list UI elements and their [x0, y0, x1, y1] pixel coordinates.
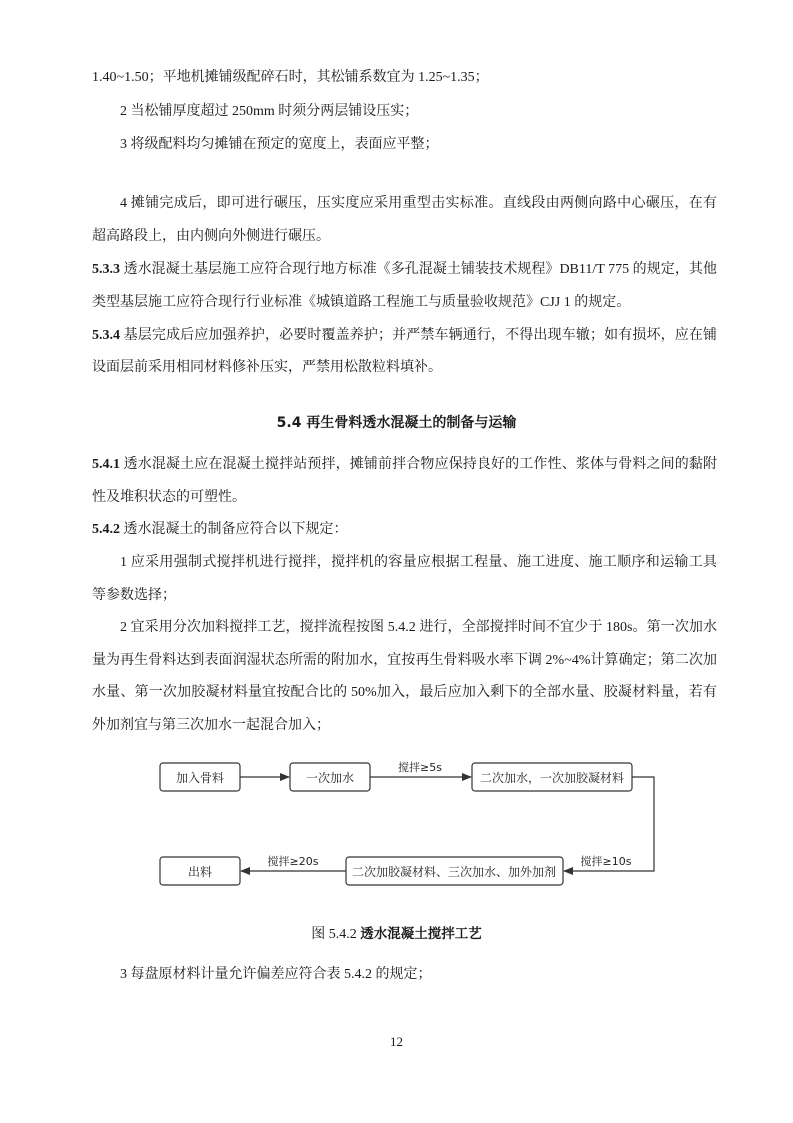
figure-title: 透水混凝土搅拌工艺 — [360, 926, 482, 942]
edge-label-mix-5s: 搅拌≥5s — [398, 761, 442, 774]
flow-box-label: 出料 — [187, 865, 213, 879]
clause-text: 透水混凝土应在混凝土搅拌站预拌，摊铺前拌合物应保持良好的工作性、浆体与骨料之间的黏附 — [123, 457, 718, 472]
list-item-4-line2: 超高路段上，由内侧向外侧进行碾压。 — [92, 229, 330, 244]
flow-box-label: 二次加水，一次加胶凝材料 — [479, 771, 625, 785]
clause-5-4-1-line2: 性及堆积状态的可塑性。 — [92, 490, 246, 505]
item-2-line2: 量为再生骨料达到表面润湿状态所需的附加水，宜按再生骨料吸水率下调 2%~4%计算确定；第二次加 — [92, 653, 717, 668]
clause-5-3-3-line2: 类型基层施工应符合现行行业标准《城镇道路工程施工与质量验收规范》CJJ 1 的规定。 — [92, 295, 631, 310]
flow-box-first-water — [290, 763, 370, 791]
edge-label-mix-10s: 搅拌≥10s — [580, 855, 632, 868]
item-1-line1: 1 应采用强制式搅拌机进行搅拌，搅拌机的容量应根据工程量、施工进度、施工顺序和运输工具 — [120, 555, 717, 570]
clause-number: 5.3.3 — [92, 262, 120, 277]
item-3: 3 每盘原材料计量允许偏差应符合表 5.4.2 的规定； — [120, 967, 432, 982]
list-item-4-line1: 4 摊铺完成后，即可进行碾压，压实度应采用重型击实标准。直线段由两侧向路中心碾压，在有 — [120, 196, 717, 211]
flow-box-second-binder-third-water-admixture — [346, 857, 563, 885]
item-1-line2: 等参数选择； — [92, 588, 176, 603]
clause-text: 透水混凝土基层施工应符合现行地方标准《多孔混凝土铺装技术规程》DB11/T 775 的规定，其他 — [123, 262, 717, 277]
figure-caption — [0, 922, 793, 943]
clause-number: 5.3.4 — [92, 328, 120, 343]
clause-number: 5.4.2 — [92, 522, 120, 537]
flow-box-label: 二次加胶凝材料、三次加水、加外加剂 — [351, 865, 557, 879]
list-item-2: 2 当松铺厚度超过 250mm 时须分两层铺设压实； — [120, 104, 419, 119]
clause-text: 基层完成后应加强养护，必要时覆盖养护；并严禁车辆通行，不得出现车辙；如有损坏，应在铺 — [123, 328, 718, 343]
flow-box-add-aggregate — [160, 763, 240, 791]
item-2-line4: 外加剂宜与第三次加水一起混合加入； — [92, 718, 330, 733]
clause-5-3-4-line2: 设面层前采用相同材料修补压实，严禁用松散粒料填补。 — [92, 360, 442, 375]
paragraph-continuation: 1.40~1.50；平地机摊铺级配碎石时，其松铺系数宜为 1.25~1.35； — [92, 70, 489, 85]
flow-box-discharge — [160, 857, 240, 885]
edge-label-mix-20s: 搅拌≥20s — [267, 855, 319, 868]
flow-box-label: 一次加水 — [305, 771, 355, 785]
clause-number: 5.4.1 — [92, 457, 120, 472]
flow-box-label: 加入骨料 — [175, 771, 225, 785]
figure-number: 图 5.4.2 — [311, 927, 357, 942]
item-2-line1: 2 宜采用分次加料搅拌工艺，搅拌流程按图 5.4.2 进行，全部搅拌时间不宜少于 180s。第一次加水 — [120, 620, 717, 635]
item-2-line3: 水量、第一次加胶凝材料量宜按配合比的 50%加入，最后应加入剩下的全部水量、胶凝材料量，若有 — [92, 685, 717, 700]
page-number: 12 — [390, 1034, 403, 1049]
flow-box-second-water-first-binder — [472, 763, 632, 791]
section-heading: 5.4 再生骨料透水混凝土的制备与运输 — [276, 415, 517, 431]
list-item-3: 3 将级配料均匀摊铺在预定的宽度上，表面应平整； — [120, 137, 439, 152]
clause-text: 透水混凝土的制备应符合以下规定： — [123, 522, 348, 537]
